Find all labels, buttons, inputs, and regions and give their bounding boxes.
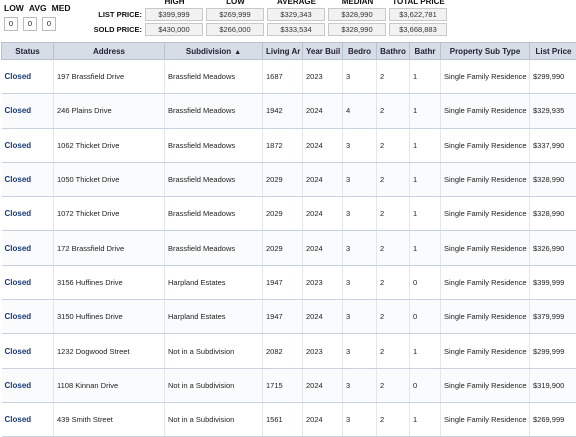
address-cell: 3156 Huffines Drive (54, 265, 165, 299)
address-cell: 1050 Thicket Drive (54, 162, 165, 196)
living-area-cell: 1561 (263, 402, 303, 436)
bedrooms-cell: 3 (343, 402, 377, 436)
address-cell: 246 Plains Drive (54, 94, 165, 128)
sold-price-row (90, 23, 450, 36)
mini-stats (4, 3, 71, 31)
bathrooms-half-cell: 1 (410, 94, 441, 128)
year-built-cell: 2024 (303, 231, 343, 265)
address-cell: 439 Smith Street (54, 402, 165, 436)
list-price-cell: $326,990 (530, 231, 576, 265)
bathrooms-full-cell: 2 (377, 162, 410, 196)
year-built-cell: 2024 (303, 162, 343, 196)
bathrooms-full-cell: 2 (377, 368, 410, 402)
list-price-row (90, 8, 450, 21)
address-cell: 1072 Thicket Drive (54, 197, 165, 231)
list-price-cell: $328,990 (530, 197, 576, 231)
living-area-cell: 1947 (263, 265, 303, 299)
living-area-cell: 1715 (263, 368, 303, 402)
list-price-cell: $399,999 (530, 265, 576, 299)
list-average-value: $329,343 (267, 8, 325, 21)
address-cell: 197 Brassfield Drive (54, 60, 165, 94)
listings-table (1, 42, 576, 437)
list-price-cell: $299,990 (530, 60, 576, 94)
summary-low-header: LOW (205, 0, 266, 6)
table-row[interactable] (2, 334, 576, 368)
summary-total-header: TOTAL PRICE (388, 0, 449, 6)
year-built-cell: 2024 (303, 300, 343, 334)
mini-avg-value: 0 (23, 17, 37, 31)
table-header-row (2, 43, 576, 60)
sold-average-value: $333,534 (267, 23, 325, 36)
subdivision-cell: Brassfield Meadows (165, 231, 263, 265)
address-cell: 172 Brassfield Drive (54, 231, 165, 265)
property-sub-type-cell: Single Family Residence (441, 94, 530, 128)
summary-high-header: HIGH (144, 0, 205, 6)
bathrooms-half-cell: 0 (410, 300, 441, 334)
summary-median-header: MEDIAN (327, 0, 388, 6)
bathrooms-full-cell: 2 (377, 60, 410, 94)
bedrooms-cell: 3 (343, 60, 377, 94)
bedrooms-cell: 3 (343, 368, 377, 402)
mini-avg-label: AVG (29, 3, 47, 13)
list-median-value: $328,990 (328, 8, 386, 21)
property-sub-type-cell: Single Family Residence (441, 60, 530, 94)
status-cell[interactable]: Closed (2, 368, 54, 402)
property-sub-type-cell: Single Family Residence (441, 334, 530, 368)
list-price-cell: $328,990 (530, 162, 576, 196)
list-price-cell: $299,999 (530, 334, 576, 368)
bathrooms-half-cell: 1 (410, 402, 441, 436)
year-built-cell: 2024 (303, 128, 343, 162)
sort-ascending-icon: ▲ (234, 49, 241, 56)
living-area-cell: 1687 (263, 60, 303, 94)
status-cell[interactable]: Closed (2, 162, 54, 196)
subdivision-cell: Not in a Subdivision (165, 334, 263, 368)
property-sub-type-cell: Single Family Residence (441, 265, 530, 299)
table-row[interactable] (2, 94, 576, 128)
year-built-cell: 2024 (303, 402, 343, 436)
table-row[interactable] (2, 162, 576, 196)
bathrooms-half-cell: 1 (410, 231, 441, 265)
address-cell: 1108 Kinnan Drive (54, 368, 165, 402)
property-sub-type-cell: Single Family Residence (441, 231, 530, 265)
bathrooms-full-cell: 2 (377, 197, 410, 231)
status-cell[interactable]: Closed (2, 402, 54, 436)
subdivision-cell: Brassfield Meadows (165, 128, 263, 162)
status-cell[interactable]: Closed (2, 197, 54, 231)
list-price-cell: $337,990 (530, 128, 576, 162)
year-built-cell: 2024 (303, 94, 343, 128)
mini-low-label: LOW (4, 3, 24, 13)
column-header-property-sub-type[interactable]: Property Sub Type (441, 43, 530, 60)
subdivision-cell: Not in a Subdivision (165, 402, 263, 436)
table-row[interactable] (2, 197, 576, 231)
sold-low-value: $266,000 (206, 23, 264, 36)
mini-med-value: 0 (42, 17, 56, 31)
living-area-cell: 2029 (263, 197, 303, 231)
living-area-cell: 2029 (263, 162, 303, 196)
property-sub-type-cell: Single Family Residence (441, 402, 530, 436)
column-header-bedrooms[interactable]: Bedro (343, 43, 377, 60)
bathrooms-full-cell: 2 (377, 265, 410, 299)
bedrooms-cell: 3 (343, 231, 377, 265)
status-cell[interactable]: Closed (2, 334, 54, 368)
table-row[interactable] (2, 265, 576, 299)
column-header-year-built[interactable]: Year Buil (303, 43, 343, 60)
list-price-label: LIST PRICE: (90, 10, 145, 19)
year-built-cell: 2024 (303, 368, 343, 402)
status-cell[interactable]: Closed (2, 300, 54, 334)
bathrooms-full-cell: 2 (377, 300, 410, 334)
living-area-cell: 1947 (263, 300, 303, 334)
table-row[interactable] (2, 231, 576, 265)
column-header-subdivision-label: Subdivision (186, 47, 231, 56)
living-area-cell: 1872 (263, 128, 303, 162)
address-cell: 1062 Thicket Drive (54, 128, 165, 162)
mini-low-value: 0 (4, 17, 18, 31)
list-price-cell: $319,900 (530, 368, 576, 402)
living-area-cell: 2082 (263, 334, 303, 368)
table-row[interactable] (2, 368, 576, 402)
bedrooms-cell: 3 (343, 334, 377, 368)
year-built-cell: 2023 (303, 334, 343, 368)
property-sub-type-cell: Single Family Residence (441, 300, 530, 334)
status-cell[interactable]: Closed (2, 128, 54, 162)
bathrooms-full-cell: 2 (377, 402, 410, 436)
bathrooms-half-cell: 1 (410, 128, 441, 162)
bathrooms-half-cell: 0 (410, 368, 441, 402)
sold-high-value: $430,000 (145, 23, 203, 36)
sold-price-label: SOLD PRICE: (90, 25, 145, 34)
bathrooms-half-cell: 0 (410, 265, 441, 299)
list-low-value: $269,999 (206, 8, 264, 21)
column-header-living-area[interactable]: Living Ar (263, 43, 303, 60)
bathrooms-full-cell: 2 (377, 94, 410, 128)
subdivision-cell: Brassfield Meadows (165, 162, 263, 196)
status-cell[interactable]: Closed (2, 94, 54, 128)
property-sub-type-cell: Single Family Residence (441, 197, 530, 231)
property-sub-type-cell: Single Family Residence (441, 368, 530, 402)
sold-total-value: $3,668,883 (389, 23, 447, 36)
price-summary (90, 0, 450, 36)
bathrooms-half-cell: 1 (410, 162, 441, 196)
table-row[interactable] (2, 60, 576, 94)
bathrooms-full-cell: 2 (377, 128, 410, 162)
year-built-cell: 2023 (303, 265, 343, 299)
living-area-cell: 2029 (263, 231, 303, 265)
stats-header (0, 0, 576, 42)
column-header-bathrooms-half[interactable]: Bathr (410, 43, 441, 60)
column-header-address[interactable]: Address (54, 43, 165, 60)
column-header-status[interactable]: Status (2, 43, 54, 60)
status-cell[interactable]: Closed (2, 265, 54, 299)
subdivision-cell: Harpland Estates (165, 300, 263, 334)
column-header-subdivision[interactable] (165, 43, 263, 60)
status-cell[interactable]: Closed (2, 231, 54, 265)
year-built-cell: 2023 (303, 60, 343, 94)
status-cell[interactable]: Closed (2, 60, 54, 94)
bedrooms-cell: 3 (343, 128, 377, 162)
bathrooms-full-cell: 2 (377, 334, 410, 368)
column-header-list-price[interactable]: List Price (530, 43, 576, 60)
bedrooms-cell: 3 (343, 162, 377, 196)
address-cell: 1232 Dogwood Street (54, 334, 165, 368)
bathrooms-half-cell: 1 (410, 334, 441, 368)
subdivision-cell: Brassfield Meadows (165, 197, 263, 231)
sold-median-value: $328,990 (328, 23, 386, 36)
bedrooms-cell: 3 (343, 197, 377, 231)
bedrooms-cell: 4 (343, 94, 377, 128)
property-sub-type-cell: Single Family Residence (441, 128, 530, 162)
list-price-cell: $329,935 (530, 94, 576, 128)
subdivision-cell: Brassfield Meadows (165, 94, 263, 128)
table-row[interactable] (2, 300, 576, 334)
bedrooms-cell: 3 (343, 265, 377, 299)
summary-average-header: AVERAGE (266, 0, 327, 6)
living-area-cell: 1942 (263, 94, 303, 128)
list-price-cell: $379,999 (530, 300, 576, 334)
subdivision-cell: Not in a Subdivision (165, 368, 263, 402)
subdivision-cell: Brassfield Meadows (165, 60, 263, 94)
property-sub-type-cell: Single Family Residence (441, 162, 530, 196)
bathrooms-half-cell: 1 (410, 60, 441, 94)
column-header-bathrooms-full[interactable]: Bathro (377, 43, 410, 60)
bathrooms-full-cell: 2 (377, 231, 410, 265)
bathrooms-half-cell: 1 (410, 197, 441, 231)
subdivision-cell: Harpland Estates (165, 265, 263, 299)
year-built-cell: 2024 (303, 197, 343, 231)
bedrooms-cell: 3 (343, 300, 377, 334)
list-price-cell: $269,999 (530, 402, 576, 436)
address-cell: 3150 Huffines Drive (54, 300, 165, 334)
mini-med-label: MED (52, 3, 71, 13)
list-high-value: $399,999 (145, 8, 203, 21)
table-row[interactable] (2, 128, 576, 162)
list-total-value: $3,622,781 (389, 8, 447, 21)
